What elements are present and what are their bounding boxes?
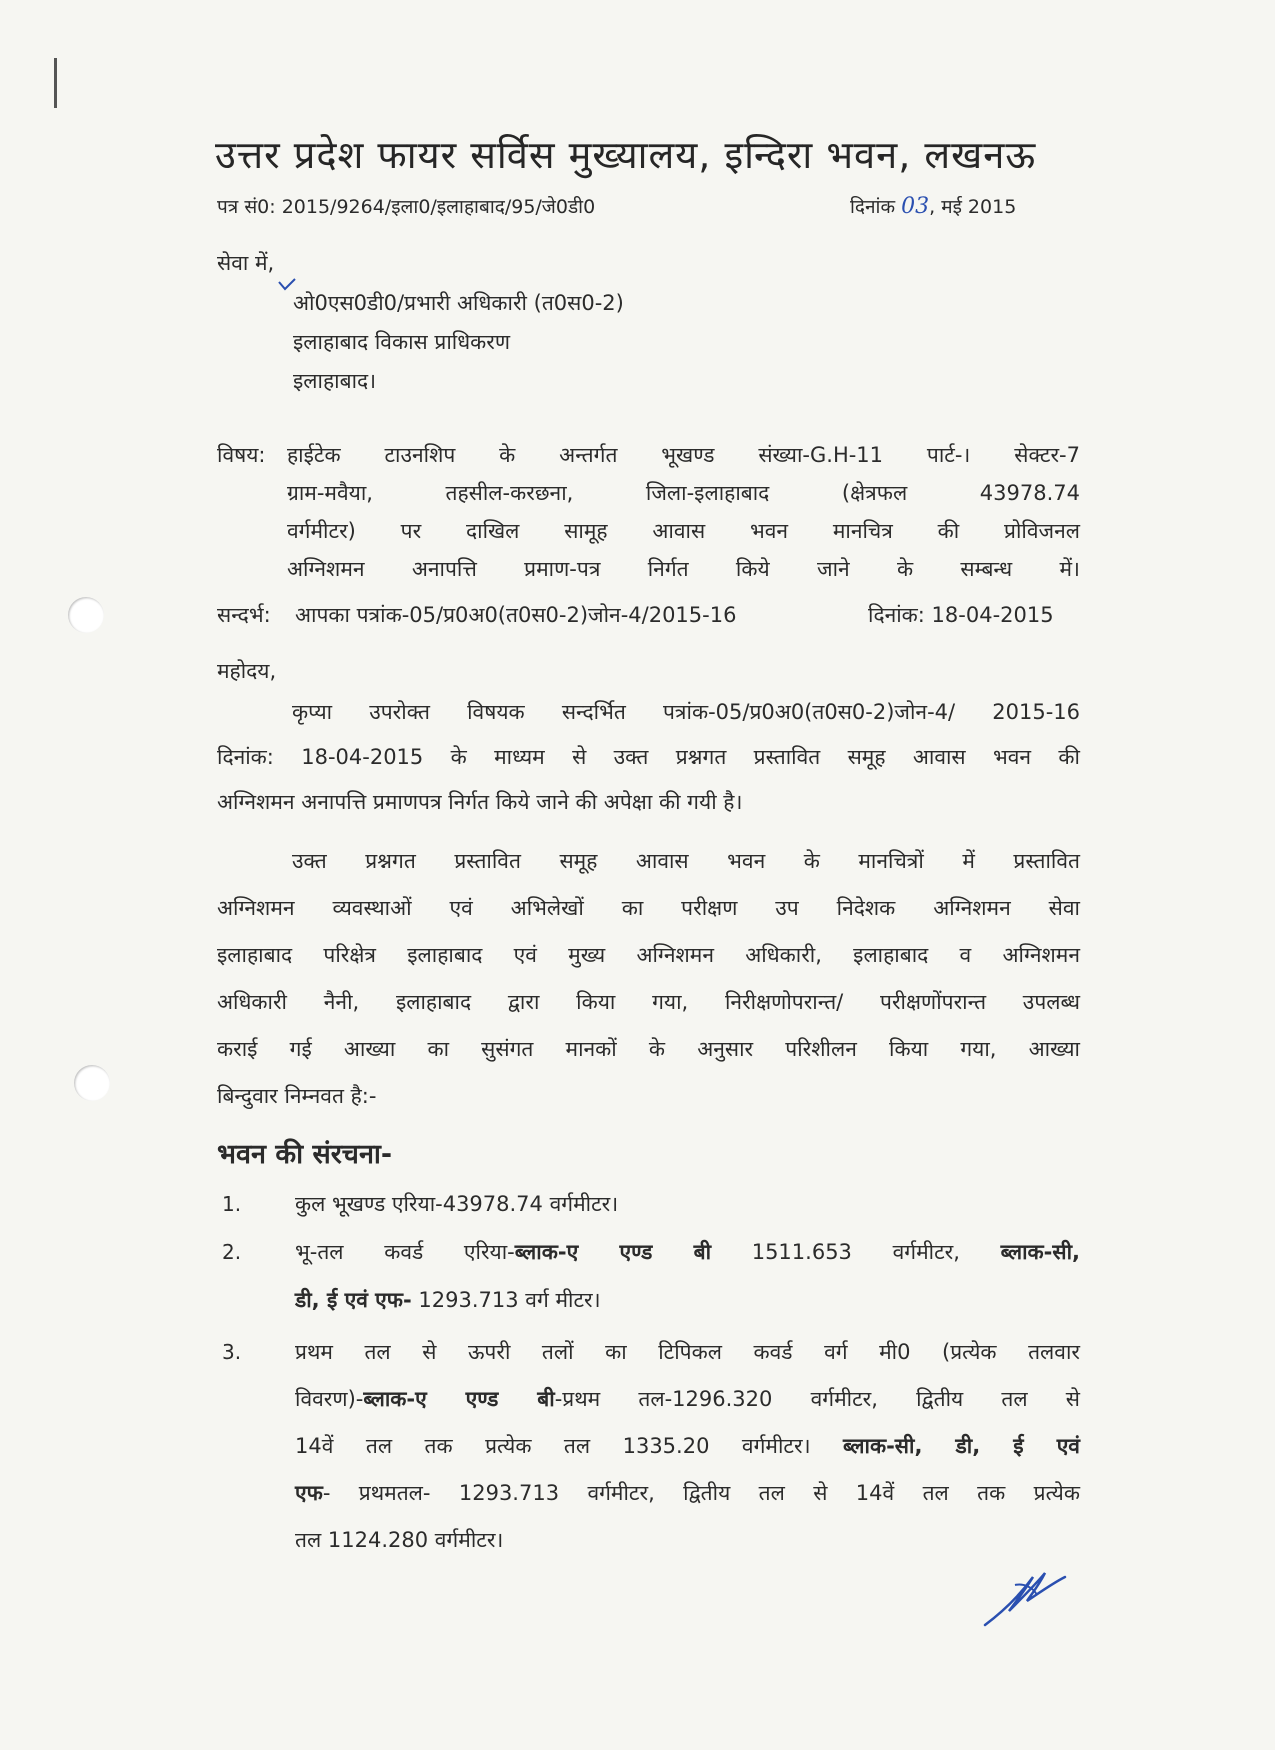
- item-3-line-4: [295, 1478, 1080, 1508]
- reference-date: दिनांक: 18-04-2015: [868, 603, 1054, 627]
- item-3-block-ab: ब्लाक-ए एण्ड बी: [363, 1387, 555, 1411]
- para2-line-6: बिन्दुवार निम्नवत है:-: [217, 1084, 377, 1108]
- para2-line-1: उक्त प्रश्नगत प्रस्तावित समूह आवास भवन के मानचित्रों में प्रस्तावित: [292, 849, 1080, 873]
- item-3-line-2: [295, 1384, 1080, 1414]
- letter-number: पत्र सं0: 2015/9264/इला0/इलाहाबाद/95/जे0डी0: [217, 196, 596, 218]
- addressee-line-2: इलाहाबाद विकास प्राधिकरण: [293, 330, 511, 354]
- para2-line-4: अधिकारी नैनी, इलाहाबाद द्वारा किया गया, निरीक्षणोपरान्त/ परीक्षणोंपरान्त उपलब्ध: [217, 990, 1080, 1014]
- subject-line-2: ग्राम-मवैया, तहसील-करछना, जिला-इलाहाबाद (क्षेत्रफल 43978.74: [287, 481, 1080, 505]
- item-2-block-def: डी, ई एवं एफ-: [295, 1288, 412, 1312]
- para1-line-2: दिनांक: 18-04-2015 के माध्यम से उक्त प्रश्नगत प्रस्तावित समूह आवास भवन की: [217, 745, 1080, 769]
- reference-text: आपका पत्रांक-05/प्र0अ0(त0स0-2)जोन-4/2015-16: [295, 603, 737, 627]
- page-title: उत्तर प्रदेश फायर सर्विस मुख्यालय, इन्दिरा भवन, लखनऊ: [215, 133, 1037, 177]
- punch-hole-bottom: [74, 1065, 110, 1101]
- signature-mark: [975, 1555, 1075, 1635]
- item-3-block-cde: ब्लाक-सी, डी, ई एवं: [843, 1434, 1080, 1458]
- para2-line-3: इलाहाबाद परिक्षेत्र इलाहाबाद एवं मुख्य अग्निशमन अधिकारी, इलाहाबाद व अग्निशमन: [217, 943, 1080, 967]
- item-3-text-a: विवरण)-: [295, 1387, 364, 1411]
- item-2-text-a: भू-तल कवर्ड एरिया-: [295, 1240, 515, 1264]
- subject-line-1: हाईटेक टाउनशिप के अन्तर्गत भूखण्ड संख्या-G.H-11 पार्ट-। सेक्टर-7: [287, 443, 1080, 467]
- item-3-line-5: तल 1124.280 वर्गमीटर।: [295, 1528, 504, 1552]
- item-2-block-ab: ब्लाक-ए एण्ड बी: [514, 1240, 712, 1264]
- greeting: महोदय,: [217, 659, 277, 683]
- addressee-line-3: इलाहाबाद।: [293, 369, 377, 393]
- scan-mark: [54, 58, 57, 108]
- date-rest: , मई 2015: [929, 196, 1017, 218]
- item-3-line-3: [295, 1431, 1080, 1461]
- item-3-block-f: एफ: [295, 1481, 323, 1505]
- subject-line-4: अग्निशमन अनापत्ति प्रमाण-पत्र निर्गत किये जाने के सम्बन्ध में।: [287, 557, 1080, 581]
- item-2-line-2: [295, 1285, 601, 1315]
- para2-line-5: कराई गई आख्या का सुसंगत मानकों के अनुसार परिशीलन किया गया, आख्या: [217, 1037, 1080, 1061]
- item-3-line-1: प्रथम तल से ऊपरी तलों का टिपिकल कवर्ड वर्ग मी0 (प्रत्येक तलवार: [295, 1340, 1080, 1364]
- item-2-line-1: [295, 1237, 1080, 1267]
- item-3-text-c: -प्रथम तल-1296.320 वर्गमीटर, द्वितीय तल से: [554, 1387, 1081, 1411]
- item-3-text-e: - प्रथमतल- 1293.713 वर्गमीटर, द्वितीय तल से 14वें तल तक प्रत्येक: [322, 1481, 1080, 1505]
- reference-label: सन्दर्भ:: [217, 603, 271, 627]
- subject-label: विषय:: [217, 443, 266, 467]
- item-2-text-e: 1293.713 वर्ग मीटर।: [411, 1288, 601, 1312]
- subject-line-3: वर्गमीटर) पर दाखिल सामूह आवास भवन मानचित्र की प्रोविजनल: [287, 519, 1080, 543]
- section-title: भवन की संरचना-: [217, 1139, 393, 1170]
- para1-line-1: कृप्या उपरोक्त विषयक सन्दर्भित पत्रांक-05/प्र0अ0(त0स0-2)जोन-4/ 2015-16: [292, 700, 1080, 724]
- date-handwritten: 03: [901, 194, 930, 219]
- item-2-text-c: 1511.653 वर्गमीटर,: [711, 1240, 1001, 1264]
- date-label: दिनांक: [850, 196, 896, 218]
- item-2-number: 2.: [222, 1240, 242, 1264]
- addressee-line-1: ओ0एस0डी0/प्रभारी अधिकारी (त0स0-2): [293, 291, 624, 315]
- letter-date: [850, 193, 1016, 219]
- salutation-to: सेवा में,: [217, 251, 275, 275]
- item-3-number: 3.: [222, 1340, 242, 1364]
- item-3-text-d: 14वें तल तक प्रत्येक तल 1335.20 वर्गमीटर।: [295, 1434, 843, 1458]
- para2-line-2: अग्निशमन व्यवस्थाओं एवं अभिलेखों का परीक्षण उप निदेशक अग्निशमन सेवा: [217, 896, 1080, 920]
- item-1-number: 1.: [222, 1192, 242, 1216]
- item-1-line-1: कुल भूखण्ड एरिया-43978.74 वर्गमीटर।: [295, 1192, 619, 1216]
- para1-line-3: अग्निशमन अनापत्ति प्रमाणपत्र निर्गत किये जाने की अपेक्षा की गयी है।: [217, 790, 743, 814]
- punch-hole-top: [68, 597, 104, 633]
- item-2-block-c: ब्लाक-सी,: [1000, 1240, 1081, 1264]
